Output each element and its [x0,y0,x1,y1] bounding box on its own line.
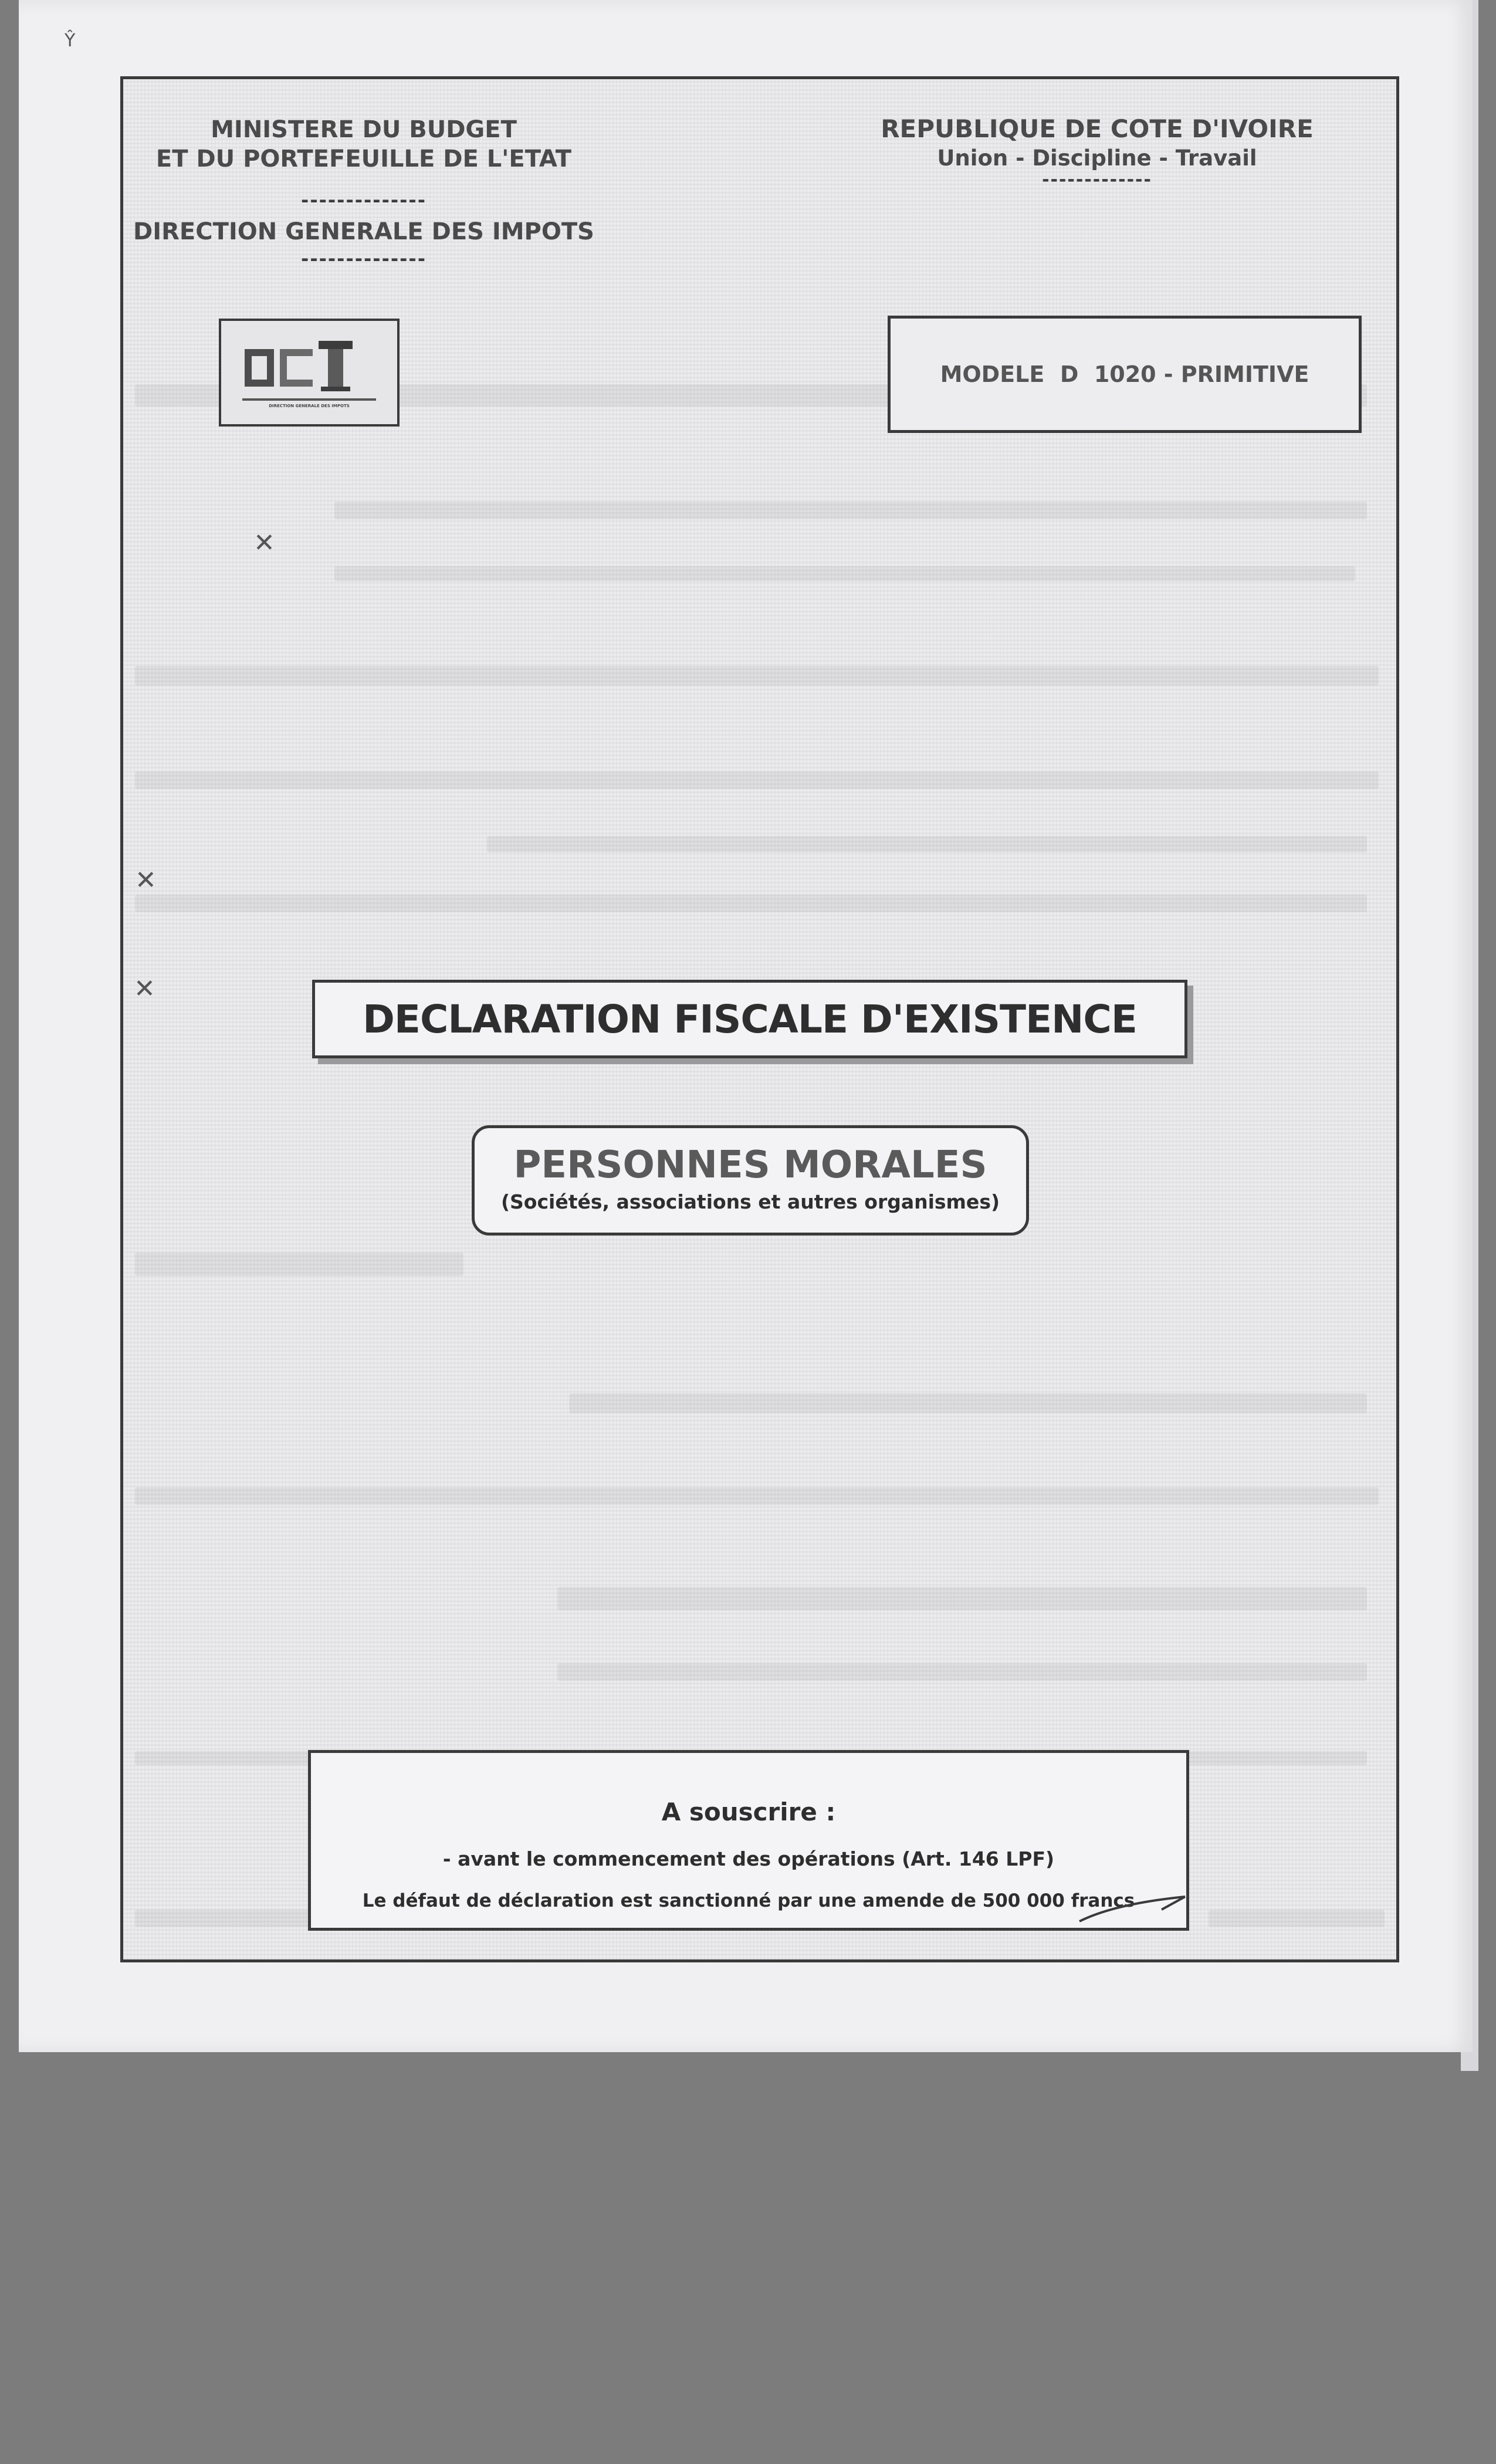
cross-mark-icon: ✕ [253,528,275,558]
ministry-line-1: MINISTERE DU BUDGET [211,116,517,143]
model-label-box [888,316,1362,433]
republic-header [845,114,1349,188]
cross-mark-icon: ✕ [135,865,157,895]
show-through-block [487,836,1367,852]
model-label: MODELE D 1020 - PRIMITIVE [940,361,1309,387]
notice-heading: A souscrire : [661,1798,836,1826]
filing-notice-box [308,1750,1189,1931]
show-through-block [334,566,1355,581]
logo-tagline: DIRECTION GENERALE DES IMPOTS [269,404,350,408]
show-through-block [1209,1910,1385,1927]
show-through-block [135,666,1379,686]
page-curl-icon [1074,1892,1191,1927]
notice-deadline: - avant le commencement des opérations (Art. 146 LPF) [442,1847,1055,1870]
dgi-logo [219,319,400,427]
show-through-block [334,502,1367,519]
header-separator: -------------- [301,189,427,211]
show-through-block [557,1663,1367,1681]
republic-line: REPUBLIQUE DE COTE D'IVOIRE [881,114,1314,143]
cross-mark-icon: ✕ [134,974,155,1004]
entity-type-box [472,1125,1029,1236]
notice-penalty: Le défaut de déclaration est sanctionné par une amende de 500 000 francs [362,1890,1135,1911]
motto-line: Union - Discipline - Travail [937,145,1257,171]
entity-type-title: PERSONNES MORALES [513,1143,987,1187]
show-through-block [135,771,1379,789]
show-through-block [135,895,1367,912]
corner-mark: Ŷ [65,31,76,51]
document-title: DECLARATION FISCALE D'EXISTENCE [363,996,1137,1042]
header-separator: -------------- [301,248,427,270]
entity-type-detail: (Sociétés, associations et autres organismes) [500,1190,1000,1213]
show-through-block [557,1587,1367,1610]
show-through-block [569,1393,1367,1413]
show-through-block [135,1910,311,1927]
ministry-line-2: ET DU PORTEFEUILLE DE L'ETAT [155,145,572,172]
ministry-header [120,115,607,269]
show-through-block [135,1253,463,1276]
directorate-line: DIRECTION GENERALE DES IMPOTS [133,218,594,245]
header-separator: ------------- [1042,170,1152,190]
show-through-block [135,1487,1379,1505]
document-title-box [312,980,1187,1058]
